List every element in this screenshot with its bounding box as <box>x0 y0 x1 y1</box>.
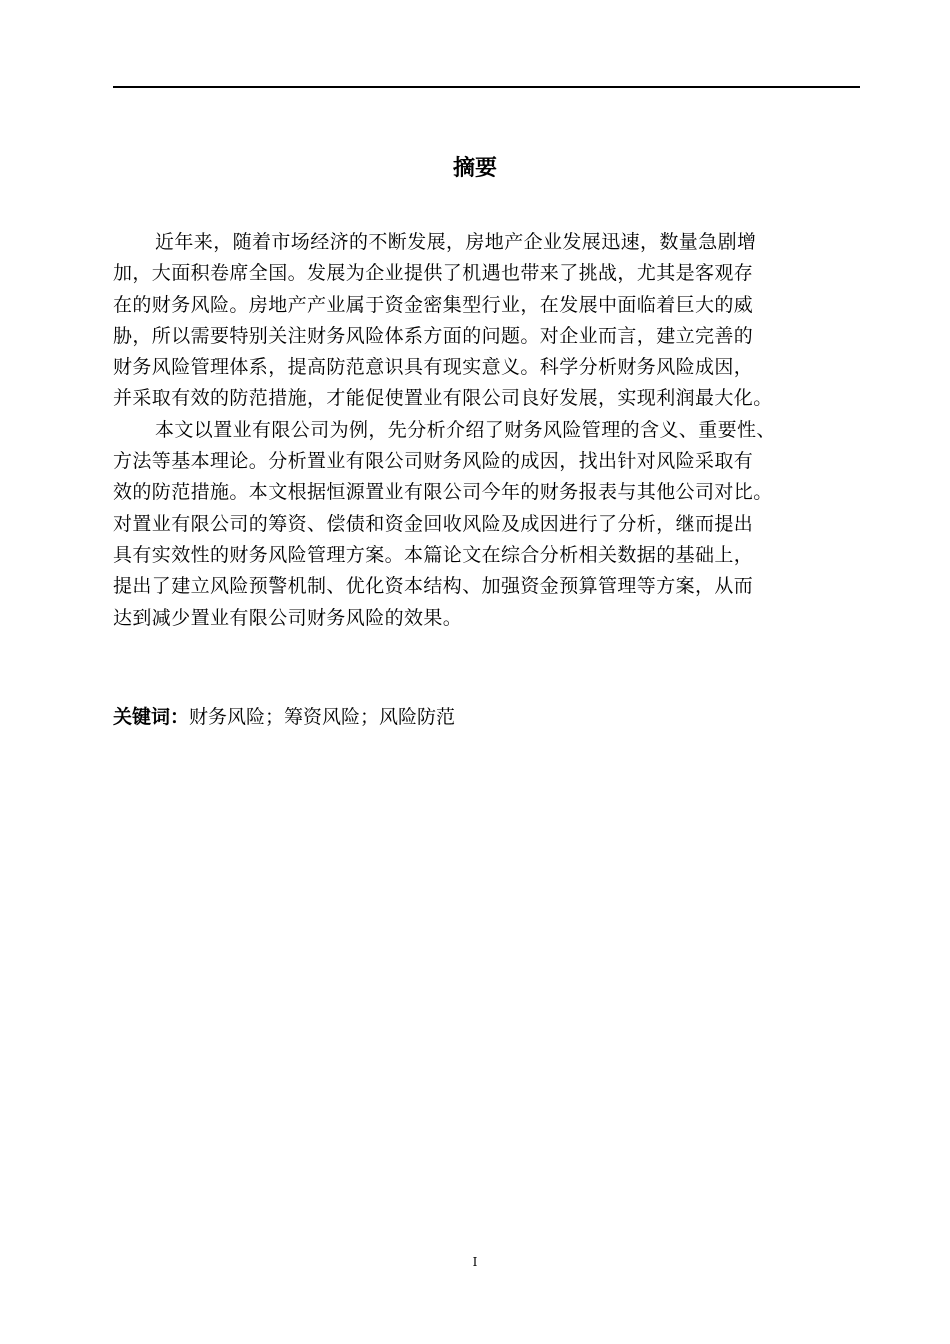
abstract-line: 并采取有效的防范措施，才能促使置业有限公司良好发展，实现利润最大化。 <box>113 387 773 410</box>
header-rule <box>113 86 860 88</box>
abstract-line: 近年来，随着市场经济的不断发展，房地产企业发展迅速，数量急剧增 <box>155 231 757 253</box>
page-number: I <box>472 1255 478 1269</box>
abstract-line: 本文以置业有限公司为例，先分析介绍了财务风险管理的含义、重要性、 <box>155 418 776 441</box>
abstract-line: 具有实效性的财务风险管理方案。本篇论文在综合分析相关数据的基础上， <box>113 543 754 566</box>
abstract-line: 财务风险管理体系，提高防范意识具有现实意义。科学分析财务风险成因， <box>113 356 754 379</box>
abstract-line: 方法等基本理论。分析置业有限公司财务风险的成因，找出针对风险采取有 <box>113 450 754 473</box>
abstract-line: 达到减少置业有限公司财务风险的效果。 <box>113 606 463 629</box>
keywords-value: 财务风险；筹资风险；风险防范 <box>189 706 456 728</box>
abstract-line: 加，大面积卷席全国。发展为企业提供了机遇也带来了挑战，尤其是客观存 <box>113 262 754 285</box>
abstract-body <box>113 227 861 634</box>
keywords <box>113 702 455 732</box>
abstract-line: 提出了建立风险预警机制、优化资本结构、加强资金预算管理等方案，从而 <box>113 575 754 598</box>
abstract-line: 在的财务风险。房地产产业属于资金密集型行业，在发展中面临着巨大的威 <box>113 293 754 316</box>
keywords-label: 关键词： <box>113 706 190 728</box>
abstract-line: 效的防范措施。本文根据恒源置业有限公司今年的财务报表与其他公司对比。 <box>113 481 773 504</box>
abstract-line: 对置业有限公司的筹资、偿债和资金回收风险及成因进行了分析，继而提出 <box>113 512 754 535</box>
page-title: 摘要 <box>452 156 497 181</box>
abstract-line: 胁，所以需要特别关注财务风险体系方面的问题。对企业而言，建立完善的 <box>113 324 754 347</box>
